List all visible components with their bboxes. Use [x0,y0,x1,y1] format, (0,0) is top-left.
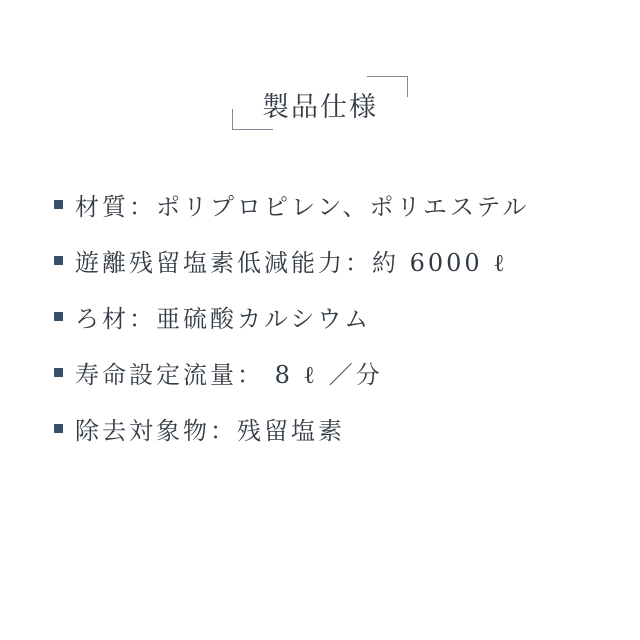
spec-text: 除去対象物：残留塩素 [75,416,345,445]
spec-text: 材質：ポリプロピレン、ポリエステル [75,192,530,221]
spec-text: 寿命設定流量： 8 ℓ ／分 [75,360,383,389]
square-bullet-icon [54,200,63,209]
spec-text: ろ材：亜硫酸カルシウム [75,304,372,333]
spec-item-flow-rate [54,344,529,400]
square-bullet-icon [54,424,63,433]
page-title: 製品仕様 [262,92,378,123]
spec-item-chlorine-capacity [54,232,529,288]
spec-item-filter-media [54,288,529,344]
spec-list [54,176,529,456]
heading-frame [232,76,408,130]
spec-item-removal-target [54,400,529,456]
spec-text: 遊離残留塩素低減能力：約 6000 ℓ [75,248,508,277]
square-bullet-icon [54,368,63,377]
square-bullet-icon [54,256,63,265]
square-bullet-icon [54,312,63,321]
spec-item-material [54,176,529,232]
